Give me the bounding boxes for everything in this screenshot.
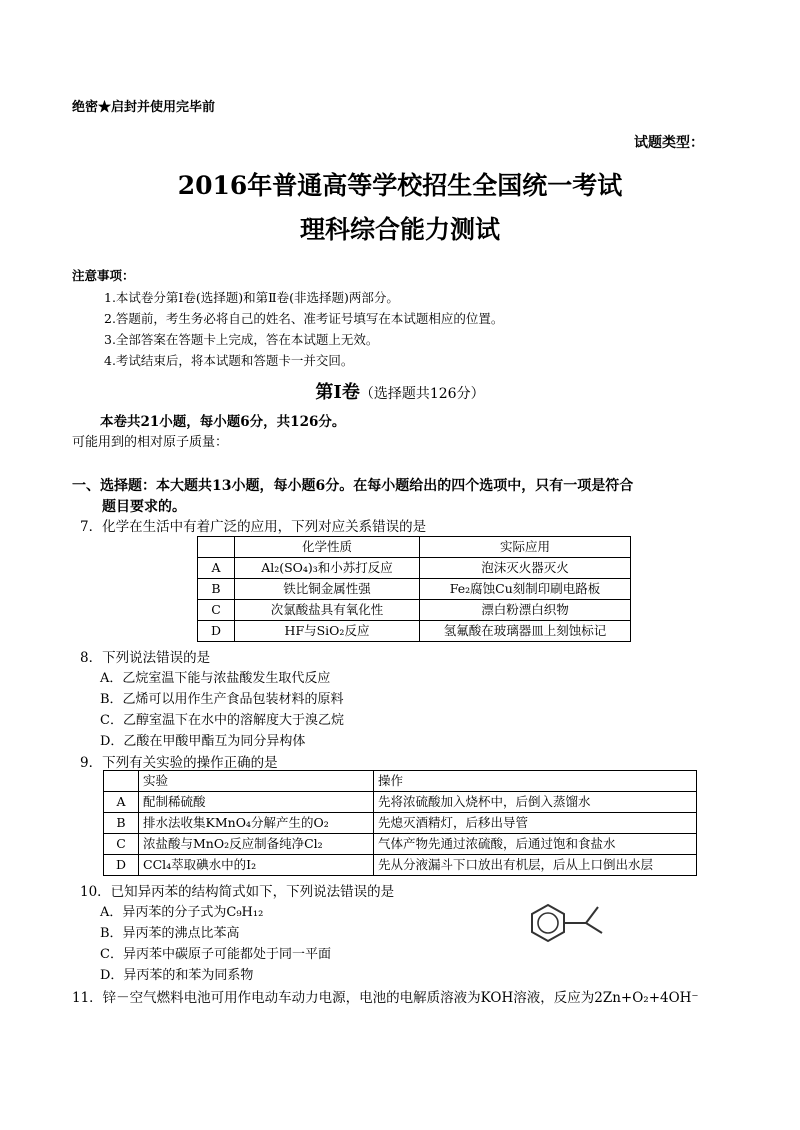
notice-item: 3.全部答案在答题卡上完成，答在本试题上无效。 [104,332,379,347]
question-7-table [197,536,631,642]
table-cell: 先从分液漏斗下口放出有机层，后从上口倒出水层 [374,855,697,876]
option: A．乙烷室温下能与浓盐酸发生取代反应 [100,671,331,686]
confidential-mark: 绝密★启封并使用完毕前 [72,100,216,115]
table-cell: 泡沫灭火器灭火 [420,558,631,579]
option: D．异丙苯的和苯为同系物 [100,968,254,983]
question-type-label: 试题类型： [634,135,704,151]
question-11-stem: 11．锌－空气燃料电池可用作电动车动力电源，电池的电解质溶液为KOH溶液，反应为2Zn+O₂+4OH⁻ [72,990,699,1006]
table-cell: CCl₄萃取碘水中的I₂ [139,855,374,876]
notice-item: 4.考试结束后，将本试题和答题卡一并交回。 [104,353,354,368]
option: C．乙醇室温下在水中的溶解度大于溴乙烷 [100,713,344,728]
option: D．乙酸在甲酸甲酯互为同分异构体 [100,734,306,749]
table-cell [198,537,235,558]
table-cell: D [104,855,139,876]
table-row [198,621,631,642]
table-row [198,579,631,600]
table-cell: 浓盐酸与MnO₂反应制备纯净Cl₂ [139,834,374,855]
table-header-row [104,771,697,792]
table-cell: C [104,834,139,855]
table-header: 实验 [139,771,374,792]
option: C．异丙苯中碳原子可能都处于同一平面 [100,947,331,962]
table-cell: 配制稀硫酸 [139,792,374,813]
table-cell [104,771,139,792]
atomic-mass-note: 可能用到的相对原子质量： [72,435,229,450]
question-8-stem: 8．下列说法错误的是 [80,650,211,666]
table-cell: B [104,813,139,834]
section-heading: 一、选择题：本大题共13小题，每小题6分。在每小题给出的四个选项中，只有一项是符合 [72,478,634,494]
table-cell: Fe₂腐蚀Cu刻制印刷电路板 [420,579,631,600]
table-cell: 漂白粉漂白织物 [420,600,631,621]
table-header-row [198,537,631,558]
table-header: 化学性质 [235,537,420,558]
table-header: 实际应用 [420,537,631,558]
notice-heading: 注意事项： [72,268,135,283]
table-row [104,792,697,813]
table-cell: 铁比铜金属性强 [235,579,420,600]
table-header: 操作 [374,771,697,792]
option: A．异丙苯的分子式为C₉H₁₂ [100,905,264,920]
cumene-structure-image [526,895,626,955]
table-cell: Al₂(SO₄)₃和小苏打反应 [235,558,420,579]
volume-label: 第Ⅰ卷 [315,382,360,403]
table-cell: B [198,579,235,600]
table-cell: 氢氟酸在玻璃器皿上刻蚀标记 [420,621,631,642]
notice-item: 2.答题前，考生务必将自己的姓名、准考证号填写在本试题相应的位置。 [104,311,504,326]
notice-item: 1.本试卷分第Ⅰ卷(选择题)和第Ⅱ卷(非选择题)两部分。 [104,290,399,305]
table-cell: 气体产物先通过浓硫酸，后通过饱和食盐水 [374,834,697,855]
table-row [104,834,697,855]
exam-title: 2016年普通高等学校招生全国统一考试 [177,171,623,200]
table-cell: 次氯酸盐具有氧化性 [235,600,420,621]
table-cell: 排水法收集KMnO₄分解产生的O₂ [139,813,374,834]
volume-heading [0,378,800,404]
option: B．乙烯可以用作生产食品包装材料的原料 [100,692,344,707]
table-cell: 先将浓硫酸加入烧杯中，后倒入蒸馏水 [374,792,697,813]
exam-subtitle: 理科综合能力测试 [299,215,500,244]
volume-description: 本卷共21小题，每小题6分，共126分。 [100,414,346,430]
question-9-stem: 9．下列有关实验的操作正确的是 [80,755,278,771]
table-row [104,813,697,834]
question-10-stem: 10．已知异丙苯的结构简式如下，下列说法错误的是 [80,884,395,900]
volume-sub: （选择题共126分） [359,386,485,402]
question-9-table [103,770,697,876]
table-cell: C [198,600,235,621]
section-heading-cont: 题目要求的。 [102,499,186,515]
table-row [198,558,631,579]
table-cell: A [198,558,235,579]
table-cell: A [104,792,139,813]
question-7-stem: 7．化学在生活中有着广泛的应用，下列对应关系错误的是 [80,519,427,535]
table-row [104,855,697,876]
table-cell: 先熄灭酒精灯，后移出导管 [374,813,697,834]
option: B．异丙苯的沸点比苯高 [100,926,240,941]
table-row [198,600,631,621]
table-cell: HF与SiO₂反应 [235,621,420,642]
table-cell: D [198,621,235,642]
